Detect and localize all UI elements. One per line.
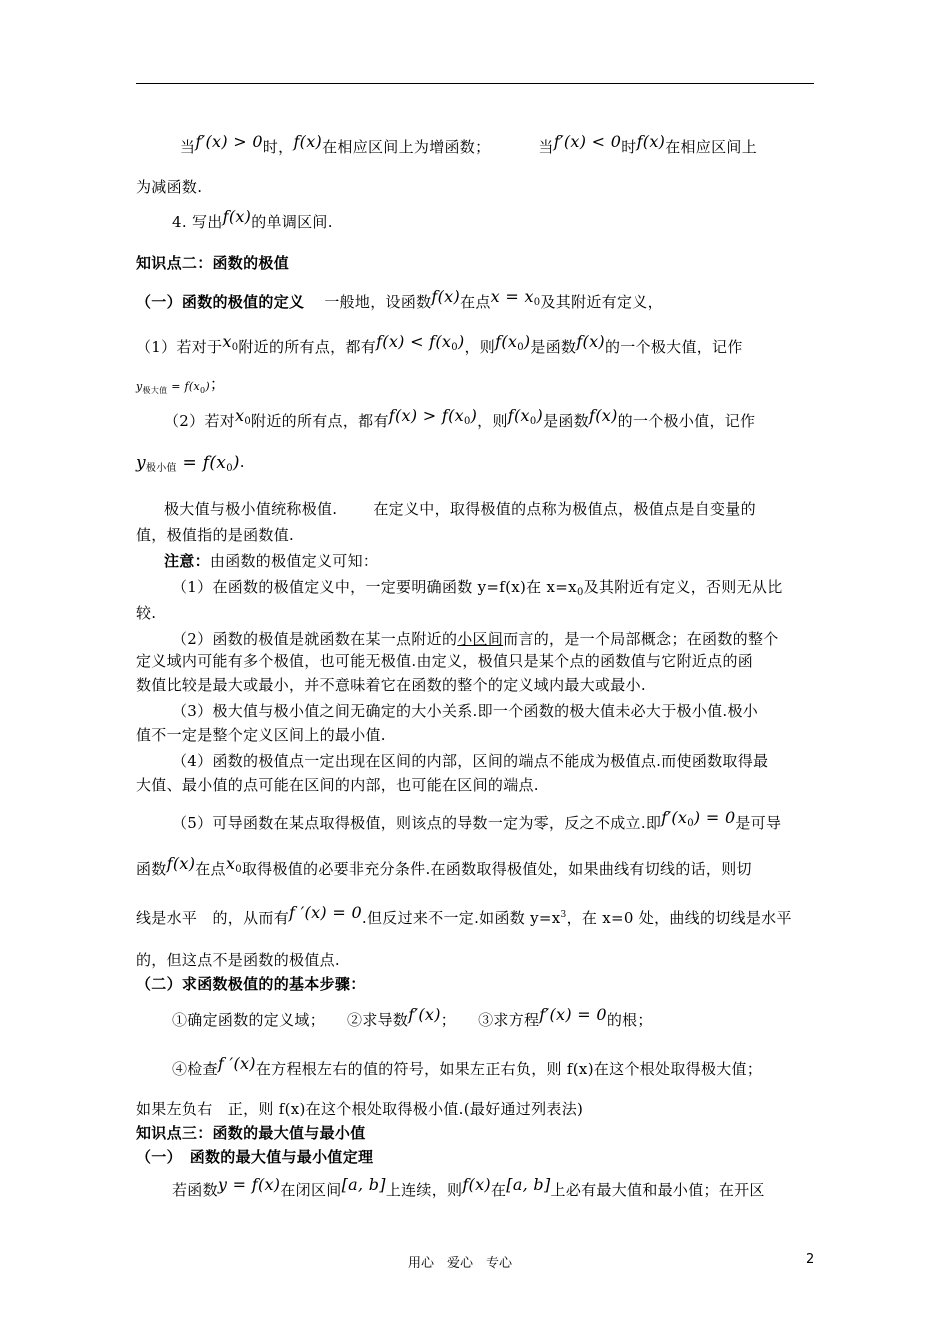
text: 的一个极大值，记作	[604, 338, 743, 356]
text: 及其附近有定义，否则无从比	[583, 578, 783, 596]
note-item-1	[136, 577, 814, 603]
section-heading-3: 知识点三：函数的最大值与最小值	[136, 1124, 366, 1142]
text-line-step4	[136, 207, 814, 232]
formula: $x_0$	[222, 332, 239, 353]
text: （1）在函数的极值定义中，一定要明确函数 y=f(x)在 x=x	[172, 578, 577, 596]
text: 由函数的极值定义可知：	[209, 552, 379, 570]
text-line	[136, 854, 814, 880]
formula: $f'(x_0) = 0$	[661, 808, 736, 829]
text: 上连续，则	[385, 1181, 463, 1199]
formula: f(x)	[462, 1175, 491, 1194]
text: 在	[490, 1181, 507, 1199]
formula: f′(x)	[408, 1005, 441, 1024]
text-line: 值，极值指的是函数值.	[136, 526, 295, 544]
note-item-2	[136, 629, 814, 649]
text: 在点	[460, 293, 491, 311]
text-line-increasing	[136, 132, 814, 157]
text: 附近的所有点，都有	[238, 338, 377, 356]
text: 时，	[262, 138, 294, 156]
text: ，则	[464, 338, 496, 356]
subsection-heading: （一）函数的极值的定义	[136, 293, 305, 311]
text: 是函数	[543, 412, 589, 430]
note-line	[136, 551, 814, 571]
formula: $x_0$	[225, 854, 242, 875]
text-line	[136, 499, 814, 519]
definition-min-line	[136, 406, 814, 432]
text-line: 数值比较是最大或最小，并不意味着它在函数的整个的定义域内最大或最小.	[136, 676, 646, 694]
text-line: 的，但这点不是函数的极值点.	[136, 951, 340, 969]
text: ①确定函数的定义域；	[172, 1011, 326, 1029]
theorem-line	[136, 1175, 814, 1200]
subsection-heading-steps: （二）求函数极值的的基本步骤：	[136, 975, 366, 993]
text-line: 值不一定是整个定义区间上的最小值.	[136, 726, 386, 744]
formula: $x_0$	[235, 406, 252, 427]
text: ②求导数	[347, 1011, 409, 1029]
formula: $f(x_0)$	[495, 332, 531, 353]
formula: $x = x_0$	[490, 287, 541, 308]
steps-line	[136, 1005, 814, 1030]
text-line: 定义域内可能有多个极值，也可能无极值.由定义，极值只是某个点的函数值与它附近点的函	[136, 652, 754, 670]
text: 当	[180, 138, 196, 156]
text: 在方程根左右的值的符号，如果左正右负，则 f(x)在这个根处取得极大值；	[255, 1060, 763, 1078]
footer-motto: 用心 爱心 专心	[408, 1256, 513, 1271]
formula: f(x)	[293, 132, 323, 151]
text: （2）函数的极值是就函数在某一点附近的	[172, 630, 458, 648]
underlined-text: 小区间	[457, 630, 504, 648]
text: .	[239, 453, 245, 471]
section-heading-2: 知识点二：函数的极值	[136, 254, 290, 272]
text: 而言的，是一个局部概念；在函数的整个	[503, 630, 779, 648]
text: 一般地，设函数	[324, 293, 432, 311]
text-line: 大值、最小值的点可能在区间的内部，也可能在区间的端点.	[136, 776, 539, 794]
formula: f(x)	[576, 332, 605, 351]
text: 时	[621, 138, 637, 156]
formula: f(x)	[589, 406, 618, 425]
text: 极大值与极小值统称极值.	[164, 500, 338, 518]
text: （1）若对于	[136, 338, 223, 356]
text: 取得极值的必要非充分条件.在函数取得极值处，如果曲线有切线的话，则切	[241, 860, 752, 878]
text: （5）可导函数在某点取得极值，则该点的导数一定为零，反之不成立.即	[172, 814, 662, 832]
text: 在闭区间	[280, 1181, 342, 1199]
min-notation-line	[136, 452, 814, 479]
formula: f′(x) = 0	[539, 1005, 607, 1024]
formula: f(x)	[636, 132, 666, 151]
step4-line	[136, 1054, 814, 1079]
text: ，在 x=0 处，曲线的切线是水平	[566, 909, 792, 927]
note-item-4: （4）函数的极值点一定出现在区间的内部，区间的端点不能成为极值点.而使函数取得最	[172, 752, 769, 770]
subsection-heading-maxmin: （一） 函数的最大值与最小值定理	[136, 1148, 374, 1166]
text: 若函数	[172, 1181, 218, 1199]
formula: y = f(x)	[217, 1175, 281, 1194]
text-line: 为减函数.	[136, 178, 203, 196]
formula: f(x)	[166, 854, 196, 873]
text: ③求方程	[478, 1011, 540, 1029]
page-number: 2	[806, 1252, 815, 1267]
text: 的单调区间.	[251, 213, 333, 231]
formula: [a, b]	[341, 1175, 386, 1194]
formula: $f(x) > f(x_0)$	[388, 406, 478, 427]
formula: $y_{极大值} = f(x_0)$	[136, 380, 210, 395]
subscript: 0	[576, 587, 584, 598]
text: 当	[538, 138, 554, 156]
text-line	[136, 903, 814, 928]
formula: f ′(x)	[217, 1054, 256, 1073]
formula: f′(x) < 0	[553, 132, 622, 151]
formula: f ′(x) = 0	[289, 903, 362, 922]
text: 附近的所有点，都有	[251, 412, 389, 430]
text: ，则	[477, 412, 508, 430]
note-label: 注意：	[164, 552, 210, 570]
text: （2）若对	[164, 412, 236, 430]
formula: $f(x) < f(x_0)$	[376, 332, 465, 353]
text: 是可导	[735, 814, 782, 832]
text-line: 较.	[136, 604, 157, 622]
formula: f′(x) > 0	[195, 132, 263, 151]
note-item-5	[136, 808, 814, 834]
text: ④检查	[172, 1060, 218, 1078]
definition-max-line	[136, 332, 814, 358]
text: 的根；	[606, 1011, 653, 1029]
text: 是函数	[530, 338, 577, 356]
formula: f(x)	[431, 287, 461, 306]
text: 线是水平 的，从而有	[136, 909, 290, 927]
max-notation-line	[136, 374, 814, 401]
definition-line	[136, 287, 814, 313]
text: .但反过来不一定.如函数 y=x	[361, 909, 561, 927]
text: ；	[209, 375, 226, 393]
text: 函数	[136, 860, 167, 878]
header-rule	[136, 83, 814, 84]
text: 在点	[195, 860, 226, 878]
text-line: 如果左负右 正，则 f(x)在这个根处取得极小值.(最好通过列表法)	[136, 1100, 584, 1118]
text: 在定义中，取得极值的点称为极值点，极值点是自变量的	[373, 500, 756, 518]
formula: $y_{极小值} = f(x_0)$	[136, 453, 240, 474]
note-item-3: （3）极大值与极小值之间无确定的大小关系.即一个函数的极大值未必大于极小值.极小	[172, 702, 759, 720]
formula: f(x)	[222, 207, 252, 226]
superscript: 3	[560, 910, 567, 920]
text: 上必有最大值和最小值；在开区	[550, 1181, 765, 1199]
text: 及其附近有定义，	[540, 293, 663, 311]
text: 的一个极小值，记作	[617, 412, 756, 430]
text: ；	[440, 1011, 457, 1029]
formula: $f(x_0)$	[507, 406, 544, 427]
formula: [a, b]	[506, 1175, 551, 1194]
text: 4. 写出	[172, 213, 223, 231]
text: 在相应区间上为增函数；	[322, 138, 491, 156]
text: 在相应区间上	[665, 138, 758, 156]
